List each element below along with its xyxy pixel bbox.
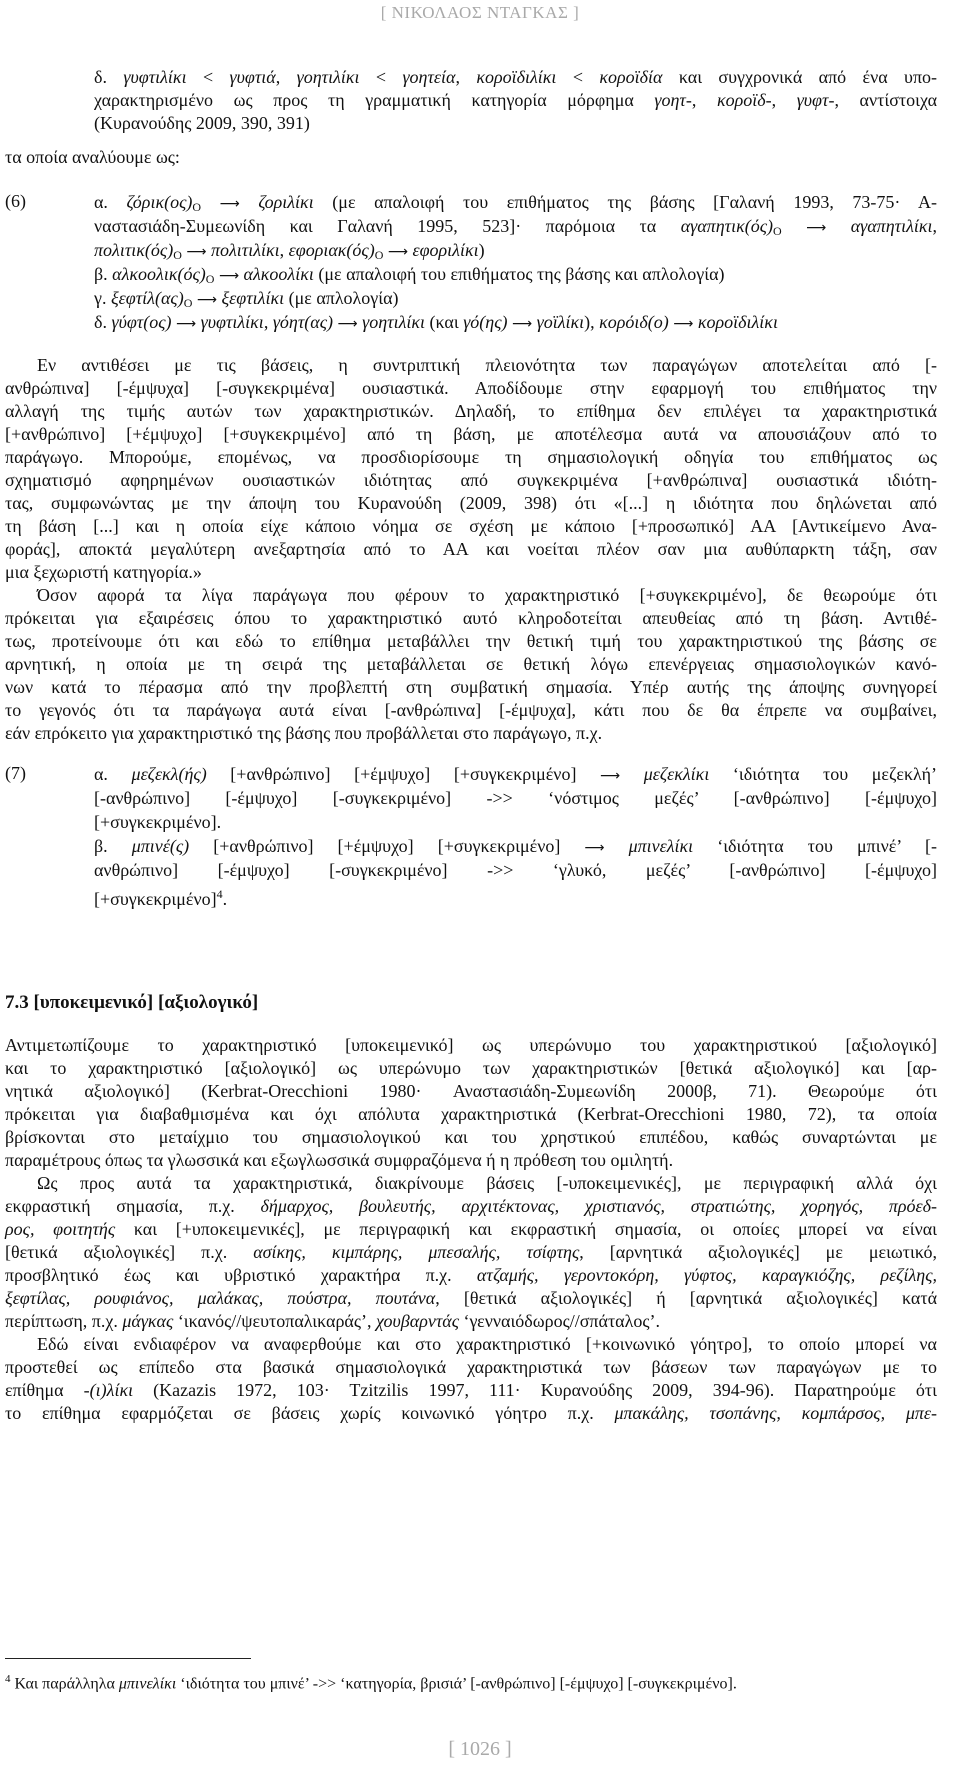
example-line: $[+\sigma\upsilon\gamma\kappa\varepsilon\kappa\rho\iota\mu έ\nu o]^4$. — [94, 887, 228, 909]
text-line: (Κυρανούδης 2009, 390, 391) — [94, 113, 310, 133]
text-line: ανθρώπινα] [-έμψυχα] [-συγκεκριμένα] ουσιαστικά. Αποδίδουμε στην εφαρμογή του επιθήματος την — [5, 378, 937, 398]
text-line: πρόκειται για εξαιρέσεις όπου το χαρακτηριστικό αυτό κληροδοτείται απευθείας από τη βάση. Αντιθέ- — [5, 608, 937, 628]
text-line: το επίθημα εφαρμόζεται σε βάσεις χωρίς κοινωνικό γόητρο π.χ. μπακάλης, τσοπάνης, κομπάρσος, μπε- — [5, 1403, 937, 1423]
text-line: αρνητική, η οποία με τη σειρά της μεταβάλλεται σε θετική λόγω επενέργειας σημασιολογικών κανό- — [5, 654, 937, 674]
text-line: και το χαρακτηριστικό [αξιολογικό] ως υπερώνυμο των χαρακτηριστικών [θετικά αξιολογικό] και [αρ- — [5, 1058, 937, 1078]
text-line: αλλαγή της τιμής αυτών των χαρακτηριστικών. Δηλαδή, το επίθημα δεν επιλέγει τα χαρακτηριστικά — [5, 401, 937, 421]
text-line: [+ανθρώπινο] [+έμψυχο] [+συγκεκριμένο] από τη βάση, με αποτέλεσμα αυτά να απουσιάζουν από το — [5, 424, 937, 444]
footnote: $^4$ Και παράλληλα μπινελίκι ‘ιδιότητα του μπινέ’ ->> ‘κατηγορία, βρισιά’ [-ανθρώπινο] [-έμψυχο] [-συγκεκριμένο]. — [5, 1673, 737, 1693]
text-line: τως, προτείνουμε ότι και εδώ το επίθημα μεταβάλλει την θετική τιμή του χαρακτηριστικού της βάσης σε — [5, 631, 937, 651]
text-line: τας, συμφωνώντας με την άποψη του Κυρανούδη (2009, 398) ότι «[...] η ιδιότητα που δηλώνεται από — [5, 493, 937, 513]
example-number: (6) — [5, 191, 26, 211]
example-line: β. μπινέ(ς) [+ανθρώπινο] [+έμψυχο] [+συγκεκριμένο] ⟶ μπινελίκι ‘ιδιότητα του μπινέ’ [- — [94, 836, 937, 856]
text-line: πρόκειται για διαβαθμισμένα και όχι απόλυτα χαρακτηριστικά (Kerbrat-Orecchioni 1980, 72), τα οποία — [5, 1104, 937, 1124]
example-line: [+συγκεκριμένο]. — [94, 812, 222, 832]
example-number: (7) — [5, 763, 26, 783]
text-line: νων κατά το πέρασμα από την προβλεπτή στη συμβατική σημασία. Υπέρ αυτής της άποψης συνηγορεί — [5, 677, 937, 697]
example-line: α. ζόρικ(ος)Ο ⟶ ζοριλίκι (με απαλοιφή του επιθήματος της βάσης [Γαλανή 1993, 73-75· Α- — [94, 192, 938, 214]
text-line: επίθημα -(ι)λίκι (Kazazis 1972, 103· Tzitzilis 1997, 111· Κυρανούδης 2009, 394-96). Παρατηρούμε ότι — [5, 1380, 938, 1400]
text-line: ξεφτίλας, ρουφιάνος, μαλάκας, πούστρα, πουτάνα, [θετικά αξιολογικές] ή [αρνητικά αξιολογικές] κατά — [5, 1288, 938, 1308]
text-line: δ. γυφτιλίκι < γυφτιά, γοητιλίκι < γοητεία, κοροϊδιλίκι < κοροϊδία και συγχρονικά από ένα υπο- — [94, 67, 938, 87]
text-line: Εδώ είναι ενδιαφέρον να αναφερθούμε και στο χαρακτηριστικό [+κοινωνικό γόητρο], το οποίο μπορεί να — [37, 1334, 937, 1354]
text-line: Εν αντιθέσει με τις βάσεις, η συντριπτική πλειονότητα των παραγώγων αποτελείται από [- — [37, 355, 937, 375]
text-line: παράγωγο. Μπορούμε, επομένως, να προσδιορίσουμε τη σημασιολογική οδηγία του επιθήματος ως — [5, 447, 937, 467]
text-line: σχηματισμό αφηρημένων ουσιαστικών ιδιότητας από συγκεκριμένα [+ανθρώπινα] ουσιαστικά ιδιότη- — [5, 470, 937, 490]
text-line: Αντιμετωπίζουμε το χαρακτηριστικό [υποκειμενικό] ως υπερώνυμο του χαρακτηριστικού [αξιολογικό] — [5, 1035, 937, 1055]
example-line: [-ανθρώπινο] [-έμψυχο] [-συγκεκριμένο] ->> ‘νόστιμος μεζές’ [-ανθρώπινο] [-έμψυχο] — [94, 788, 937, 808]
text-line: Όσον αφορά τα λίγα παράγωγα που φέρουν το χαρακτηριστικό [+συγκεκριμένο], δε θεωρούμε ότι — [37, 585, 937, 605]
text-line: το γεγονός ότι τα παράγωγα αυτά είναι [-ανθρώπινα] [-έμψυχα], κάτι που δε θα έπρεπε να συμβαίνει, — [5, 700, 937, 720]
text-line: [θετικά αξιολογικές] π.χ. ασίκης, κιμπάρης, μπεσαλής, τσίφτης, [αρνητικά αξιολογικές] με μειωτικό, — [5, 1242, 938, 1262]
example-line: α. μεζεκλ(ής) [+ανθρώπινο] [+έμψυχο] [+συγκεκριμένο] ⟶ μεζεκλίκι ‘ιδιότητα του μεζεκλή’ — [94, 764, 938, 784]
example-line: ναστασιάδη-Συμεωνίδη και Γαλανή 1995, 523]· παρόμοια τα αγαπητικ(ός)Ο ⟶ αγαπητιλίκι, — [94, 216, 938, 238]
running-header: [ ΝΙΚΟΛΑΟΣ ΝΤΑΓΚΑΣ ] — [380, 3, 580, 22]
text-line: προσβλητικό έως και υβριστικό χαρακτήρα π.χ. ατζαμής, γεροντοκόρη, γύφτος, καραγκιόζης, ρεζίλης, — [5, 1265, 937, 1285]
example-line: γ. ξεφτίλ(ας)Ο ⟶ ξεφτιλίκι (με απλολογία) — [94, 288, 399, 310]
text-line: μια ξεχωριστή κατηγορία.» — [5, 562, 202, 582]
page-number: [ 1026 ] — [448, 1738, 512, 1760]
section-title: 7.3 [υποκειμενικό] [αξιολογικό] — [5, 992, 259, 1013]
text-line: εκφραστική σημασία, π.χ. δήμαρχος, βουλευτής, αρχιτέκτονας, χριστιανός, στρατιώτης, χορηγός, πρόεδ- — [5, 1196, 937, 1216]
text-line: εάν επρόκειτο για χαρακτηριστικό της βάσης που προβάλλεται στο παράγωγο, π.χ. — [5, 723, 603, 743]
footnote-rule — [5, 1658, 251, 1659]
example-line: ανθρώπινο] [-έμψυχο] [-συγκεκριμένο] ->> ‘γλυκό, μεζές’ [-ανθρώπινο] [-έμψυχο] — [94, 860, 937, 880]
text-line: τη βάση [...] και η οποία είχε κάποιο νόημα σε σχέση με κάποιο [+προσωπικό] ΑΑ [Αντικείμενο Ανα- — [5, 516, 937, 536]
text-line: βρίσκονται στο μεταίχμιο του σημασιολογικού και του χρηστικού επιπέδου, καθώς συναρτώνται με — [5, 1127, 937, 1147]
text-line: χαρακτηρισμένο ως προς τη γραμματική κατηγορία μόρφημα γοητ-, κοροϊδ-, γυφτ-, αντίστοιχα — [94, 90, 937, 110]
example-line: β. αλκοολικ(ός)Ο ⟶ αλκοολίκι (με απαλοιφή του επιθήματος της βάσης και απλολογία) — [94, 264, 725, 286]
text-line: παραμέτρους όπως τα γλωσσικά και εξωγλωσσικά συμφραζόμενα ή η πρόθεση του ομιλητή. — [5, 1150, 674, 1170]
text-line: τα οποία αναλύουμε ως: — [5, 147, 180, 167]
text-line: νητικά αξιολογικό] (Kerbrat-Orecchioni 1980· Αναστασιάδη-Συμεωνίδη 2000β, 71). Θεωρούμε ότι — [5, 1081, 937, 1101]
text-line: Ως προς αυτά τα χαρακτηριστικά, διακρίνουμε βάσεις [-υποκειμενικές], με περιγραφική αλλά όχι — [37, 1173, 937, 1193]
text-line: ρος, φοιτητής και [+υποκειμενικές], με περιγραφική και εκφραστική σημασία, οι οποίες μπορεί να είναι — [5, 1219, 937, 1239]
example-line: δ. γύφτ(ος) ⟶ γυφτιλίκι, γόητ(ας) ⟶ γοητιλίκι (και γό(ης) ⟶ γοϊλίκι), κορόιδ(ο) ⟶ κοροϊδιλίκι — [94, 312, 778, 332]
text-line: φοράς], αποκτά μεγαλύτερη ανεξαρτησία από το ΑΑ και νοείται πλέον σαν μια αυθύπαρκτη τάξη, σαν — [5, 539, 937, 559]
text-line: προστεθεί ως επίπεδο στα βασικά σημασιολογικά χαρακτηριστικά των βάσεων των παραγώγων με το — [5, 1357, 937, 1377]
text-line: περίπτωση, π.χ. μάγκας ‘ικανός//ψευτοπαλικαράς’, χουβαρντάς ‘γενναιόδωρος//σπάταλος’. — [5, 1311, 660, 1331]
example-line: πολιτικ(ός)Ο ⟶ πολιτιλίκι, εφοριακ(ός)Ο ⟶ εφοριλίκι) — [94, 240, 485, 262]
